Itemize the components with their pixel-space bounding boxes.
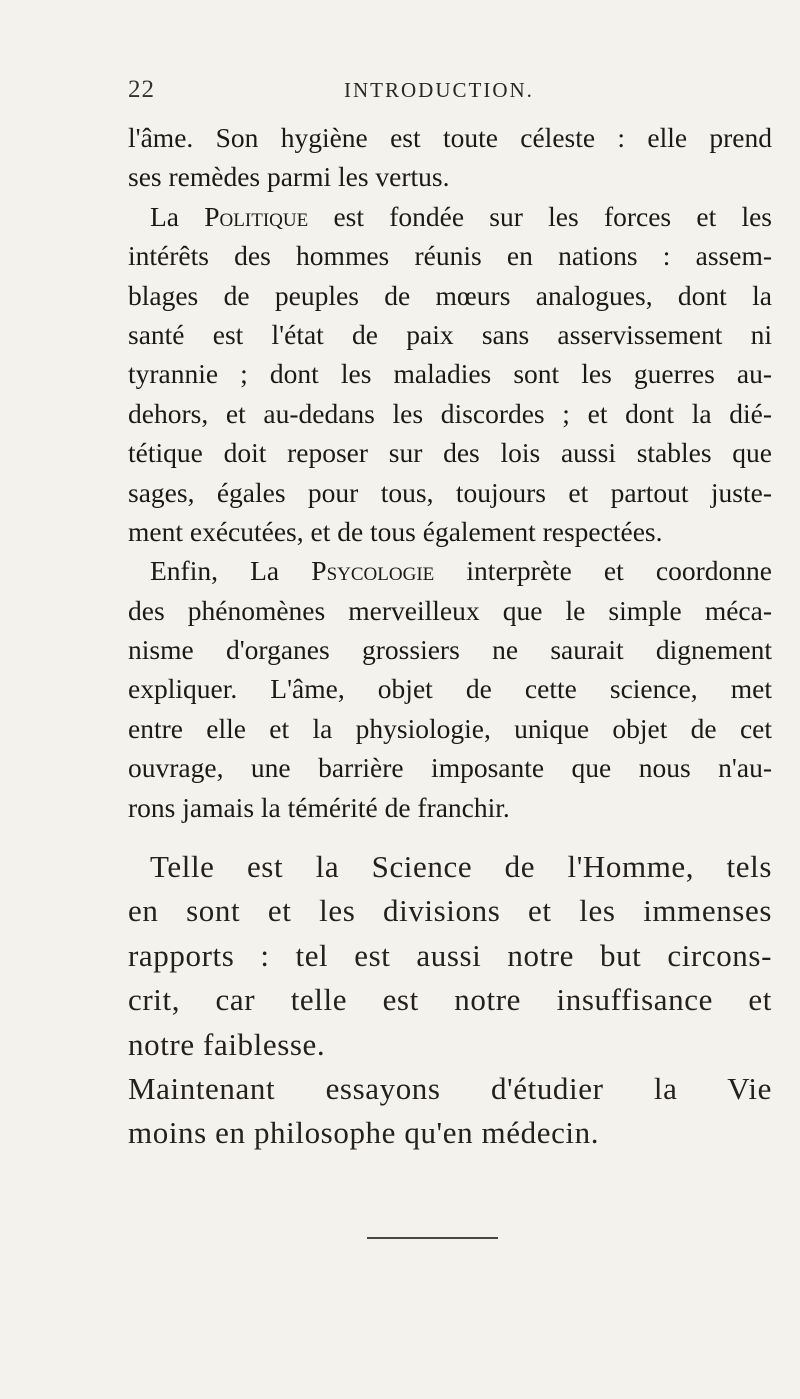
text-line: tyrannie ; dont les maladies sont les guerres au- xyxy=(128,358,772,390)
text-line: sages, égales pour tous, toujours et partout juste- xyxy=(128,476,772,508)
paragraph-first-line xyxy=(128,551,772,590)
small-caps-term: Politique xyxy=(204,200,309,232)
text-line: des phénomènes merveilleux que le simple méca- xyxy=(128,594,772,626)
text-line-large: notre faiblesse. xyxy=(128,1026,326,1062)
closing-text xyxy=(128,845,772,1156)
text-line: intérêts des hommes réunis en nations : assem- xyxy=(128,240,772,272)
end-rule xyxy=(367,1237,498,1239)
text-line: expliquer. L'âme, objet de cette science, met xyxy=(128,673,772,705)
text-line: rons jamais la témérité de franchir. xyxy=(128,791,510,823)
text-line-large: moins en philosophe qu'en médecin. xyxy=(128,1115,600,1151)
page-number: 22 xyxy=(128,76,155,103)
running-title: INTRODUCTION. xyxy=(344,78,534,102)
text-line-large: Telle est la Science de l'Homme, tels xyxy=(150,849,772,884)
text-run: La xyxy=(150,200,180,232)
text-line: tétique doit reposer sur des lois aussi stables que xyxy=(128,437,772,469)
text-run: Enfin, La xyxy=(150,555,280,587)
body-text xyxy=(128,118,772,827)
text-line-large: en sont et les divisions et les immenses xyxy=(128,893,772,929)
paragraph-first-line xyxy=(128,197,772,236)
text-line-large: Maintenant essayons d'étudier la Vie xyxy=(128,1070,772,1106)
text-line: dehors, et au-dedans les discordes ; et dont la dié- xyxy=(128,397,772,429)
text-run: est fondée sur les forces et les xyxy=(308,200,772,232)
text-run: interprète et coordonne xyxy=(434,555,772,587)
small-caps-term: Psycologie xyxy=(311,555,435,587)
text-line: ment exécutées, et de tous également respectées. xyxy=(128,515,663,547)
text-line: ouvrage, une barrière imposante que nous n'au- xyxy=(128,752,772,784)
text-line: santé est l'état de paix sans asservissement ni xyxy=(128,318,772,350)
running-head xyxy=(128,76,668,106)
text-line: nisme d'organes grossiers ne saurait dignement xyxy=(128,634,772,666)
text-line: entre elle et la physiologie, unique objet de cet xyxy=(128,712,772,744)
text-line-large: rapports : tel est aussi notre but circons- xyxy=(128,937,772,973)
text-line-large: crit, car telle est notre insuffisance et xyxy=(128,982,772,1018)
text-line: ses remèdes parmi les vertus. xyxy=(128,161,450,193)
text-line: blages de peuples de mœurs analogues, dont la xyxy=(128,279,772,311)
text-line: l'âme. Son hygiène est toute céleste : elle prend xyxy=(128,122,772,153)
